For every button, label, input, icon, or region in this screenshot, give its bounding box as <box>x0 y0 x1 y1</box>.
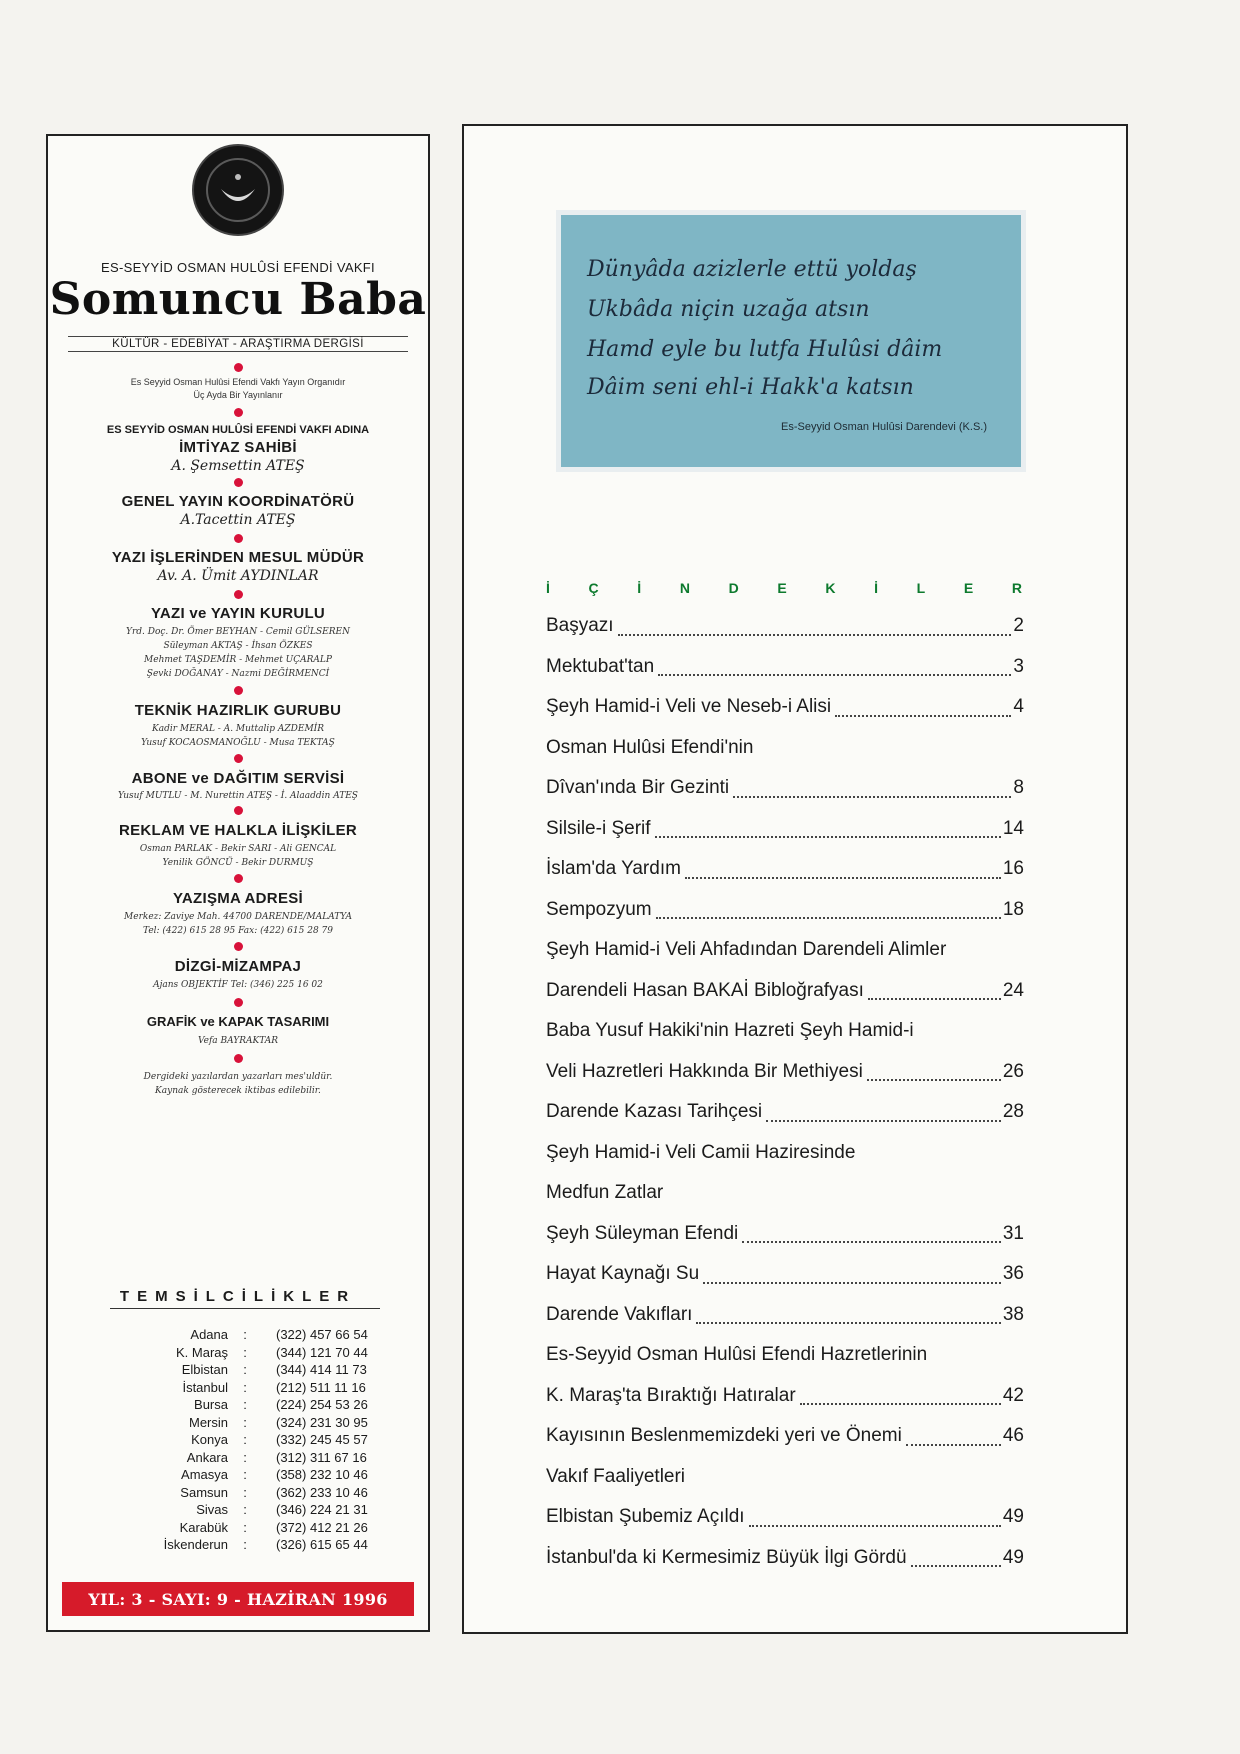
masthead-column <box>46 134 430 1632</box>
toc-entry <box>546 1457 1024 1498</box>
section-name: Merkez: Zaviye Mah. 44700 DARENDE/MALATYA <box>124 912 352 922</box>
table-row: İskenderun : (326) 615 65 44 <box>108 1536 388 1554</box>
section-heading: YAZI İŞLERİNDEN MESUL MÜDÜR <box>111 549 365 566</box>
toc-label: Darende Vakıfları <box>546 1303 693 1325</box>
table-of-contents <box>546 606 1024 1578</box>
toc-label: Silsile-i Şerif <box>546 817 651 839</box>
separator-dot <box>234 806 243 815</box>
toc-entry <box>546 1011 1024 1052</box>
section-heading: YAZIŞMA ADRESİ <box>172 890 304 907</box>
toc-entry <box>546 930 1024 971</box>
toc-entry <box>546 1335 1024 1376</box>
magazine-title: Somuncu Baba <box>49 274 427 325</box>
poem-line: Hamd eyle bu lutfa Hulûsi dâim <box>587 337 943 362</box>
toc-page: 4 <box>1013 696 1024 717</box>
section-heading: ABONE ve DAĞITIM SERVİSİ <box>131 770 345 787</box>
toc-label: Şeyh Hamid-i Veli ve Neseb-i Alisi <box>546 696 832 717</box>
separator-dot <box>234 754 243 763</box>
section-heading: DİZGİ-MİZAMPAJ <box>174 958 302 975</box>
toc-label: K. Maraş'ta Bıraktığı Hatıralar <box>546 1384 796 1406</box>
rep-city: Amasya <box>181 1467 228 1482</box>
section-name: Şevki DOĞANAY - Nazmi DEĞİRMENCİ <box>146 669 330 679</box>
separator-dot <box>234 686 243 695</box>
toc-label: Vakıf Faaliyetleri <box>546 1465 686 1487</box>
rep-phone: (224) 254 53 26 <box>276 1397 368 1412</box>
section-heading: REKLAM VE HALKLA İLİŞKİLER <box>118 822 358 839</box>
representatives-table <box>108 1326 388 1554</box>
rep-phone: (312) 311 67 16 <box>276 1449 367 1465</box>
rep-city: K. Maraş <box>175 1344 228 1360</box>
foundation-name: ES-SEYYİD OSMAN HULÛSİ EFENDİ VAKFI <box>101 260 375 275</box>
section-heading: YAZI ve YAYIN KURULU <box>150 605 326 622</box>
toc-label: Şeyh Hamid-i Veli Ahfadından Darendeli Alimler <box>546 939 947 960</box>
publisher-note: Es Seyyid Osman Hulûsi Efendi Vakfı Yayın Organıdır <box>130 377 346 387</box>
table-row: K. Maraş : (344) 121 70 44 <box>108 1344 388 1362</box>
toc-entry <box>546 1254 1024 1295</box>
section-name: Yrd. Doç. Dr. Ömer BEYHAN - Cemil GÜLSEREN <box>126 627 350 637</box>
toc-entry <box>546 1173 1024 1214</box>
section-name: Osman PARLAK - Bekir SARI - Ali GENCAL <box>139 844 337 854</box>
section-name: Süleyman AKTAŞ - İhsan ÖZKES <box>163 641 313 651</box>
rep-phone: (362) 233 10 46 <box>276 1484 368 1500</box>
contents-panel <box>462 124 1128 1634</box>
disclaimer: Kaynak gösterecek iktibas edilebilir. <box>155 1086 321 1096</box>
toc-page: 2 <box>1013 615 1024 636</box>
section-name: Kadir MERAL - A. Muttalip AZDEMİR <box>152 724 324 734</box>
table-row: Sivas : (346) 224 21 31 <box>108 1501 388 1519</box>
table-row: Ankara : (312) 311 67 16 <box>108 1449 388 1467</box>
section-heading: İMTİYAZ SAHİBİ <box>179 439 297 456</box>
rep-phone: (322) 457 66 54 <box>276 1327 368 1342</box>
rep-city: Elbistan <box>181 1362 228 1377</box>
section-heading: GRAFİK ve KAPAK TASARIMI <box>146 1014 330 1029</box>
separator-dot <box>234 590 243 599</box>
table-row: Bursa : (224) 254 53 26 <box>108 1396 388 1414</box>
rep-city: Mersin <box>188 1414 228 1430</box>
table-row: Adana : (322) 457 66 54 <box>108 1326 388 1344</box>
separator-dot <box>234 478 243 487</box>
separator-dot <box>234 1054 243 1063</box>
toc-entry <box>546 849 1024 890</box>
rep-city: Sivas <box>196 1502 228 1517</box>
toc-entry <box>546 1092 1024 1133</box>
toc-page: 42 <box>1002 1384 1024 1406</box>
toc-entry <box>546 809 1024 850</box>
toc-entry <box>546 606 1024 647</box>
section-heading: TEKNİK HAZIRLIK GURUBU <box>134 702 342 719</box>
toc-entry <box>546 1295 1024 1336</box>
rep-phone: (346) 224 21 31 <box>276 1502 368 1517</box>
poem-line: Ukbâda niçin uzağa atsın <box>587 297 870 322</box>
separator-dot <box>234 363 243 372</box>
poem-attribution: Es-Seyyid Osman Hulûsi Darendevi (K.S.) <box>780 421 987 433</box>
issue-banner: YIL: 3 - SAYI: 9 - HAZİRAN 1996 <box>62 1582 414 1616</box>
section-heading-pre: ES SEYYİD OSMAN HULÛSİ EFENDİ VAKFI ADINA <box>106 424 370 436</box>
separator-dot <box>234 534 243 543</box>
toc-label: Başyazı <box>546 615 614 636</box>
table-row: Mersin : (324) 231 30 95 <box>108 1414 388 1432</box>
toc-label: Medfun Zatlar <box>546 1182 664 1203</box>
table-row: Samsun : (362) 233 10 46 <box>108 1484 388 1502</box>
toc-entry <box>546 1376 1024 1417</box>
toc-label: Darendeli Hasan BAKAİ Bibloğrafyası <box>546 979 864 1001</box>
toc-label: Kayısının Beslenmemizdeki yeri ve Önemi <box>546 1425 902 1446</box>
section-name: Av. A. Ümit AYDINLAR <box>157 568 319 584</box>
toc-entry <box>546 728 1024 769</box>
toc-page: 31 <box>1002 1222 1024 1244</box>
rep-city: Adana <box>190 1327 228 1342</box>
toc-label: Dîvan'ında Bir Gezinti <box>546 777 730 798</box>
poem-line: Dâim seni ehl-i Hakk'a katsın <box>587 375 914 400</box>
table-row: İstanbul : (212) 511 11 16 <box>108 1379 388 1397</box>
rep-phone: (326) 615 65 44 <box>276 1537 368 1552</box>
rep-city: Bursa <box>194 1397 228 1412</box>
toc-entry <box>546 890 1024 931</box>
toc-page: 18 <box>1002 898 1024 920</box>
table-row: Konya : (332) 245 45 57 <box>108 1431 388 1449</box>
toc-label: Şeyh Hamid-i Veli Camii Haziresinde <box>546 1141 856 1163</box>
toc-label: Baba Yusuf Hakiki'nin Hazreti Şeyh Hamid-i <box>546 1020 914 1041</box>
toc-label: Es-Seyyid Osman Hulûsi Efendi Hazretlerinin <box>546 1344 928 1365</box>
rep-city: İskenderun <box>163 1537 228 1552</box>
toc-entry <box>546 647 1024 688</box>
section-name: Yenilik GÖNCÜ - Bekir DURMUŞ <box>162 858 314 868</box>
table-row: Elbistan : (344) 414 11 73 <box>108 1361 388 1379</box>
toc-entry <box>546 971 1024 1012</box>
toc-label: Veli Hazretleri Hakkında Bir Methiyesi <box>546 1060 863 1082</box>
section-name: Yusuf KOCAOSMANOĞLU - Musa TEKTAŞ <box>141 738 335 748</box>
separator-dot <box>234 408 243 417</box>
toc-label: Hayat Kaynağı Su <box>546 1263 700 1284</box>
rep-phone: (212) 511 11 16 <box>276 1379 366 1395</box>
representatives-title: TEMSİLCİLİKLER <box>119 1288 357 1305</box>
separator-dot <box>234 942 243 951</box>
toc-page: 3 <box>1013 655 1024 677</box>
rep-phone: (344) 414 11 73 <box>276 1362 367 1377</box>
toc-entry <box>546 1214 1024 1255</box>
section-name: Yusuf MUTLU - M. Nurettin ATEŞ - İ. Alaaddin ATEŞ <box>118 791 358 801</box>
poem-box <box>556 210 1026 472</box>
toc-entry <box>546 1497 1024 1538</box>
toc-entry <box>546 1133 1024 1174</box>
toc-entry <box>546 1416 1024 1457</box>
rep-city: Konya <box>191 1432 228 1447</box>
toc-page: 38 <box>1002 1303 1024 1325</box>
section-heading: GENEL YAYIN KOORDİNATÖRÜ <box>121 493 355 510</box>
contents-title: İ Ç İ N D E K İ L E R <box>546 580 1022 596</box>
toc-entry <box>546 1538 1024 1579</box>
toc-page: 49 <box>1002 1506 1024 1527</box>
toc-label: Elbistan Şubemiz Açıldı <box>546 1506 745 1527</box>
table-row: Amasya : (358) 232 10 46 <box>108 1466 388 1484</box>
toc-page: 24 <box>1002 979 1024 1001</box>
rep-city: İstanbul <box>182 1379 228 1395</box>
rep-phone: (344) 121 70 44 <box>276 1344 368 1360</box>
section-name: Vefa BAYRAKTAR <box>197 1036 279 1046</box>
toc-entry <box>546 768 1024 809</box>
toc-label: İslam'da Yardım <box>546 858 681 879</box>
toc-page: 28 <box>1002 1101 1024 1122</box>
rep-phone: (324) 231 30 95 <box>276 1414 368 1430</box>
publisher-note: Üç Ayda Bir Yayınlanır <box>193 390 283 400</box>
crescent-emblem-icon <box>194 146 282 234</box>
rep-city: Samsun <box>180 1484 228 1500</box>
separator-dot <box>234 998 243 1007</box>
section-name: A.Tacettin ATEŞ <box>180 512 296 528</box>
toc-entry <box>546 687 1024 728</box>
toc-entry <box>546 1052 1024 1093</box>
disclaimer: Dergideki yazılardan yazarları mes'uldür. <box>143 1072 333 1082</box>
toc-page: 14 <box>1002 817 1024 839</box>
toc-page: 26 <box>1002 1060 1024 1082</box>
toc-page: 36 <box>1002 1263 1024 1284</box>
poem-line: Dünyâda azizlerle ettü yoldaş <box>587 257 917 282</box>
rep-city: Karabük <box>179 1519 228 1535</box>
toc-label: Osman Hulûsi Efendi'nin <box>546 736 754 758</box>
section-name: Mehmet TAŞDEMİR - Mehmet UÇARALP <box>144 655 332 665</box>
toc-page: 49 <box>1002 1546 1024 1568</box>
toc-page: 8 <box>1013 777 1024 798</box>
toc-label: Sempozyum <box>546 898 652 920</box>
separator-dot <box>234 874 243 883</box>
toc-label: Mektubat'tan <box>546 655 655 677</box>
rep-city: Ankara <box>186 1449 228 1465</box>
section-name: Ajans OBJEKTİF Tel: (346) 225 16 02 <box>153 980 323 990</box>
rep-phone: (332) 245 45 57 <box>276 1432 368 1447</box>
magazine-subtitle: KÜLTÜR - EDEBİYAT - ARAŞTIRMA DERGİSİ <box>68 336 408 352</box>
toc-label: İstanbul'da ki Kermesimiz Büyük İlgi Gördü <box>546 1546 907 1568</box>
toc-label: Darende Kazası Tarihçesi <box>546 1101 763 1122</box>
section-name: Tel: (422) 615 28 95 Fax: (422) 615 28 79 <box>143 926 333 936</box>
toc-page: 46 <box>1002 1425 1024 1446</box>
rep-phone: (358) 232 10 46 <box>276 1467 368 1482</box>
toc-page: 16 <box>1002 858 1024 879</box>
divider <box>110 1308 380 1309</box>
toc-label: Şeyh Süleyman Efendi <box>546 1222 739 1244</box>
section-name: A. Şemsettin ATEŞ <box>171 458 305 474</box>
rep-phone: (372) 412 21 26 <box>276 1519 368 1535</box>
table-row: Karabük : (372) 412 21 26 <box>108 1519 388 1537</box>
